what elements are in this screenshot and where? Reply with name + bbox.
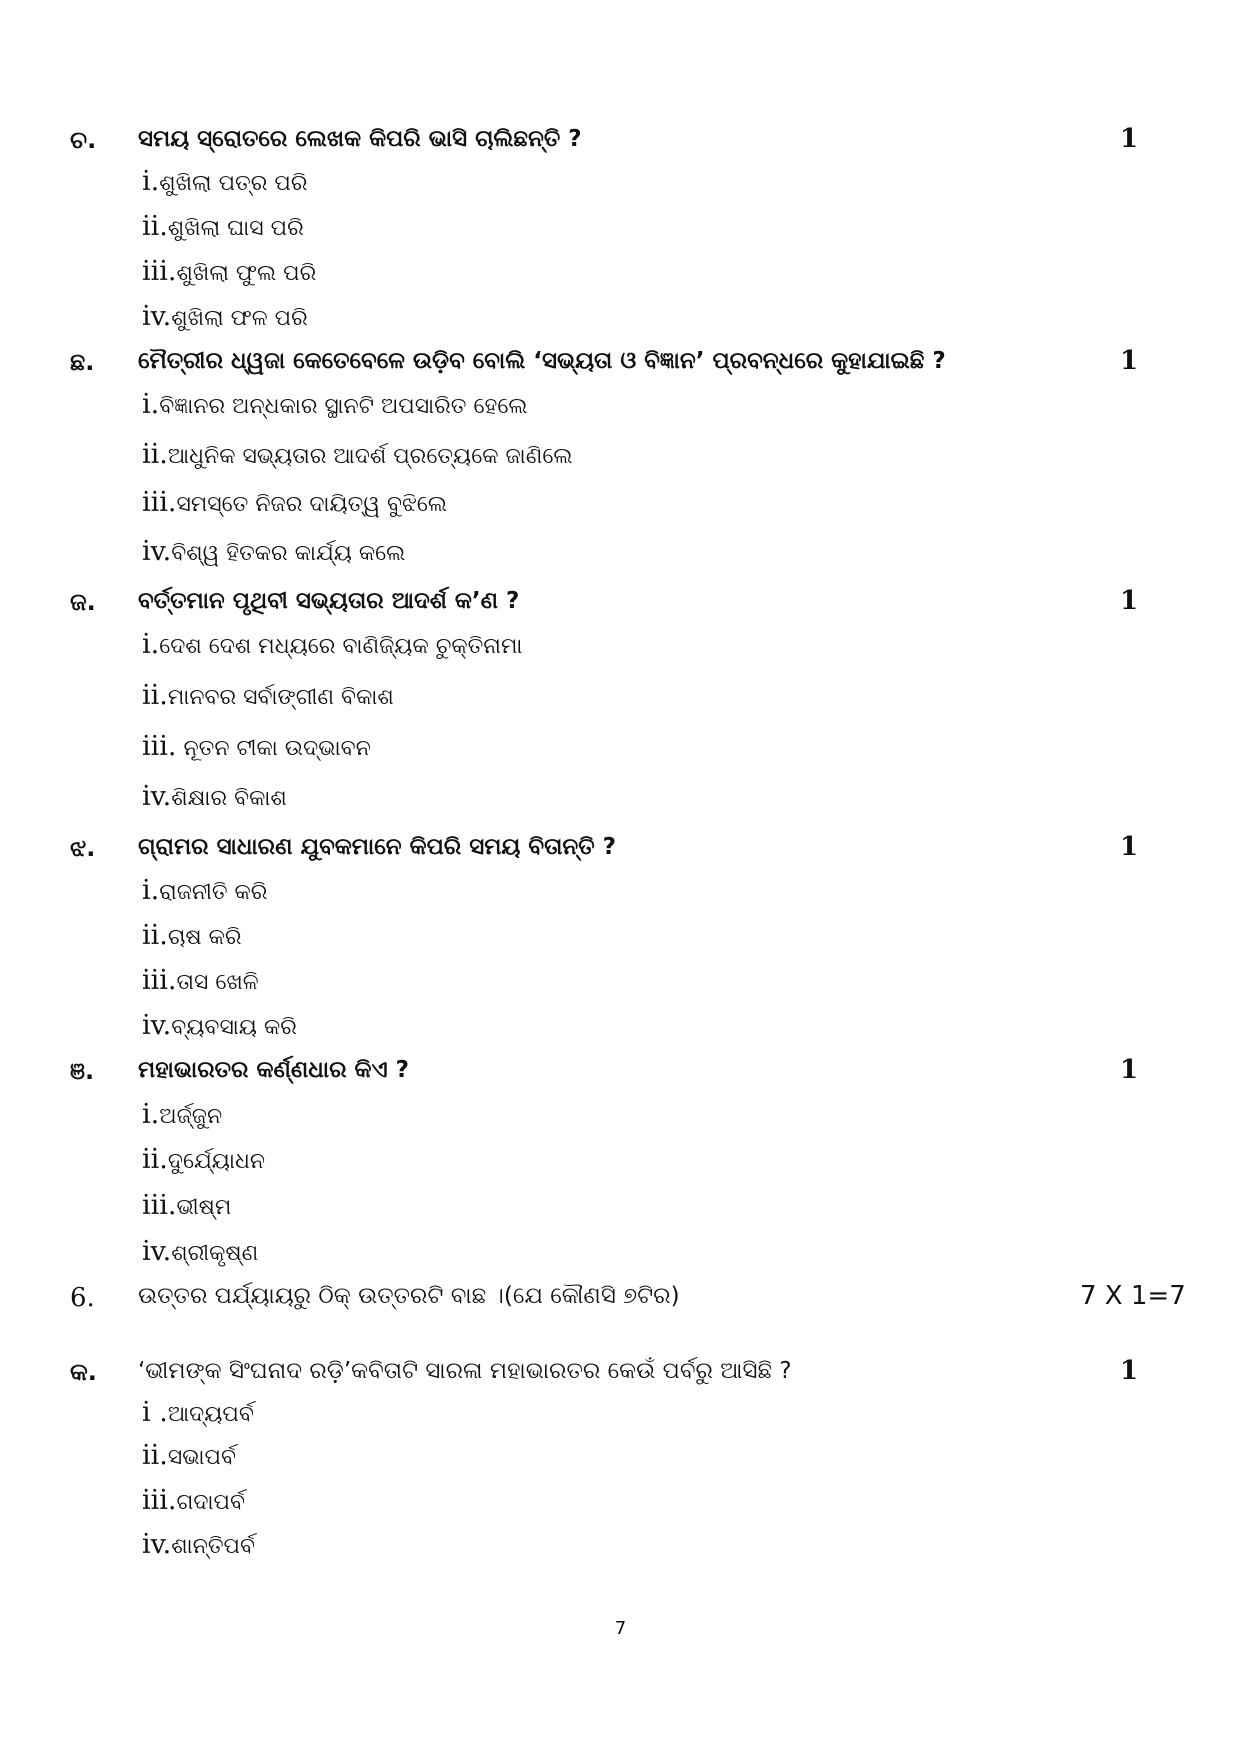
option-text: ଚାଷ କରି — [167, 925, 242, 950]
option-roman: i. — [142, 1099, 160, 1130]
option-text: ଶ୍ରୀକୃଷ୍ଣ — [171, 1241, 259, 1266]
option-roman: iv. — [142, 301, 172, 332]
option-roman: i. — [142, 166, 160, 197]
option-iv — [142, 1529, 255, 1569]
option-iii — [142, 1485, 245, 1525]
option-text: ଆଦ୍ୟପର୍ବ — [167, 1402, 254, 1427]
option-text: ରାଜନୀତି କରି — [159, 880, 268, 905]
option-roman: iii. — [142, 1485, 177, 1516]
question-text: ‘ଭୀମଙ୍କ ସିଂଘନାଦ ରଡ଼ି’କବିତାଟି ସାରଳା ମହାଭାରତର କେଉଁ ପର୍ବରୁ ଆସିଛି ? — [138, 1358, 792, 1384]
option-i — [142, 166, 308, 206]
option-roman: i. — [142, 389, 160, 420]
option-ii — [142, 211, 304, 251]
option-iii — [142, 487, 447, 527]
question-text: ବର୍ତ୍ତମାନ ପୃଥିବୀ ସଭ୍ୟତାର ଆଦର୍ଶ କ’ଣ ? — [138, 588, 520, 614]
question-number: ଝ. — [70, 834, 96, 862]
question-marks: 1 — [1120, 346, 1139, 376]
question-marks: 1 — [1120, 586, 1139, 616]
option-text: ଶୁଖିଲା ଫୁଲ ପରି — [176, 261, 317, 286]
option-roman: iii. — [142, 256, 177, 287]
question-number: ଜ. — [70, 588, 96, 616]
option-roman: iv. — [142, 1010, 172, 1041]
option-roman: iii. — [142, 965, 177, 996]
option-roman: ii. — [142, 211, 168, 242]
option-iii — [142, 1190, 231, 1230]
question-marks: 1 — [1120, 1356, 1139, 1386]
option-iv — [142, 1236, 258, 1276]
option-ii — [142, 680, 394, 720]
option-roman: iv. — [142, 1529, 172, 1560]
option-text: ଭୀଷ୍ମ — [176, 1195, 232, 1220]
question-number: କ. — [70, 1358, 97, 1386]
page-number: 7 — [614, 1618, 627, 1639]
question-ka — [0, 1354, 1241, 1398]
section-number: 6. — [70, 1283, 95, 1313]
option-iv — [142, 536, 405, 576]
option-roman: ii. — [142, 439, 168, 470]
question-text: ସମୟ ସ୍ରୋତରେ ଲେଖକ କିପରି ଭାସି ଚାଲିଛନ୍ତି ? — [138, 126, 582, 152]
option-text: ଦେଶ ଦେଶ ମଧ୍ୟରେ ବାଣିଜ୍ୟିକ ଚୁକ୍ତିନାମା — [159, 634, 523, 659]
option-i — [142, 875, 267, 915]
option-roman: i. — [142, 875, 160, 906]
option-iv — [142, 301, 308, 341]
option-text: ଅର୍ଜ୍ଜୁନ — [159, 1104, 223, 1129]
option-i — [142, 389, 528, 429]
section-marks: 7 X 1=7 — [1080, 1281, 1186, 1311]
question-marks: 1 — [1120, 832, 1139, 862]
option-text: ନୂତନ ଟୀକା ଉଦ୍‌ଭାବନ — [176, 736, 371, 761]
option-roman: ii. — [142, 680, 168, 711]
question-text: ମହାଭାରତର କର୍ଣ୍ଣଧାର କିଏ ? — [138, 1057, 410, 1083]
option-roman: ii. — [142, 1144, 168, 1175]
option-i — [142, 1099, 222, 1139]
option-text: ସମସ୍ତେ ନିଜର ଦାୟିତ୍ୱ ବୁଝିଲେ — [176, 492, 448, 517]
option-iv — [142, 1010, 297, 1050]
question-marks: 1 — [1120, 124, 1139, 154]
option-text: ଶୁଖିଲା ଘାସ ପରି — [167, 216, 304, 241]
option-text: ଗଦାପର୍ବ — [176, 1490, 246, 1515]
option-text: ତାସ ଖେଳି — [176, 970, 259, 995]
option-text: ବିଶ୍ୱ ହିତକର କାର୍ଯ୍ୟ କଲେ — [171, 541, 406, 566]
option-iii — [142, 965, 259, 1005]
option-text: ମାନବର ସର୍ବାଙ୍ଗୀଣ ବିକାଶ — [167, 685, 394, 710]
question-chha — [0, 344, 1241, 388]
option-text: ଆଧୁନିକ ସଭ୍ୟତାର ଆଦର୍ଶ ପ୍ରତ୍ୟେକେ ଜାଣିଲେ — [167, 444, 573, 469]
option-roman: ii. — [142, 920, 168, 951]
option-text: ଶିକ୍ଷାର ବିକାଶ — [171, 786, 287, 811]
option-roman: i. — [142, 629, 160, 660]
option-roman: ii. — [142, 1440, 168, 1471]
option-text: ଶୁଖିଲା ଫଳ ପରି — [171, 306, 308, 331]
question-number: ଛ. — [70, 348, 95, 376]
option-ii — [142, 439, 573, 479]
option-iii — [142, 256, 316, 296]
option-roman: iv. — [142, 536, 172, 567]
option-roman: iv. — [142, 781, 172, 812]
option-text: ଦୁର୍ଯ୍ୟୋଧନ — [167, 1149, 266, 1174]
option-roman: iii. — [142, 731, 177, 762]
question-number: ଞ. — [70, 1057, 95, 1085]
option-iv — [142, 781, 287, 821]
question-marks: 1 — [1120, 1055, 1139, 1085]
option-iii — [142, 731, 371, 771]
question-cha — [0, 122, 1241, 166]
section-instruction: ଉତ୍ତର ପର୍ଯ୍ୟାୟରୁ ଠିକ୍ ଉତ୍ତରଟି ବାଛ ।(ଯେ କୌଣସି ୭ଟିର) — [138, 1283, 680, 1309]
option-i — [142, 1397, 254, 1437]
option-text: ସଭାପର୍ବ — [167, 1445, 236, 1470]
option-text: ଶୁଖିଲା ପତ୍ର ପରି — [159, 171, 308, 196]
question-ja — [0, 584, 1241, 628]
question-nya — [0, 1053, 1241, 1097]
option-roman: iv. — [142, 1236, 172, 1267]
option-text: ଶାନ୍ତିପର୍ବ — [171, 1534, 255, 1559]
section-6-heading — [0, 1279, 1241, 1323]
option-ii — [142, 1440, 236, 1480]
question-text: ମୈତ୍ରୀର ଧ୍ୱଜା କେତେବେଳେ ଉଡ଼ିବ ବୋଲି ‘ସଭ୍ୟତା ଓ ବିଜ୍ଞାନ’ ପ୍ରବନ୍ଧରେ କୁହାଯାଇଛି ? — [138, 348, 946, 374]
question-text: ଗ୍ରାମର ସାଧାରଣ ଯୁବକମାନେ କିପରି ସମୟ ବିତାନ୍ତି ? — [138, 834, 616, 860]
option-text: ବ୍ୟବସାୟ କରି — [171, 1015, 297, 1040]
option-i — [142, 629, 522, 669]
option-ii — [142, 1144, 265, 1184]
option-ii — [142, 920, 242, 960]
option-roman: i . — [142, 1397, 168, 1428]
question-jha — [0, 830, 1241, 874]
option-text: ବିଜ୍ଞାନର ଅନ୍ଧକାର ସ୍ଥାନଟି ଅପସାରିତ ହେଲେ — [159, 394, 528, 419]
option-roman: iii. — [142, 1190, 177, 1221]
option-roman: iii. — [142, 487, 177, 518]
question-number: ଚ. — [70, 126, 97, 154]
